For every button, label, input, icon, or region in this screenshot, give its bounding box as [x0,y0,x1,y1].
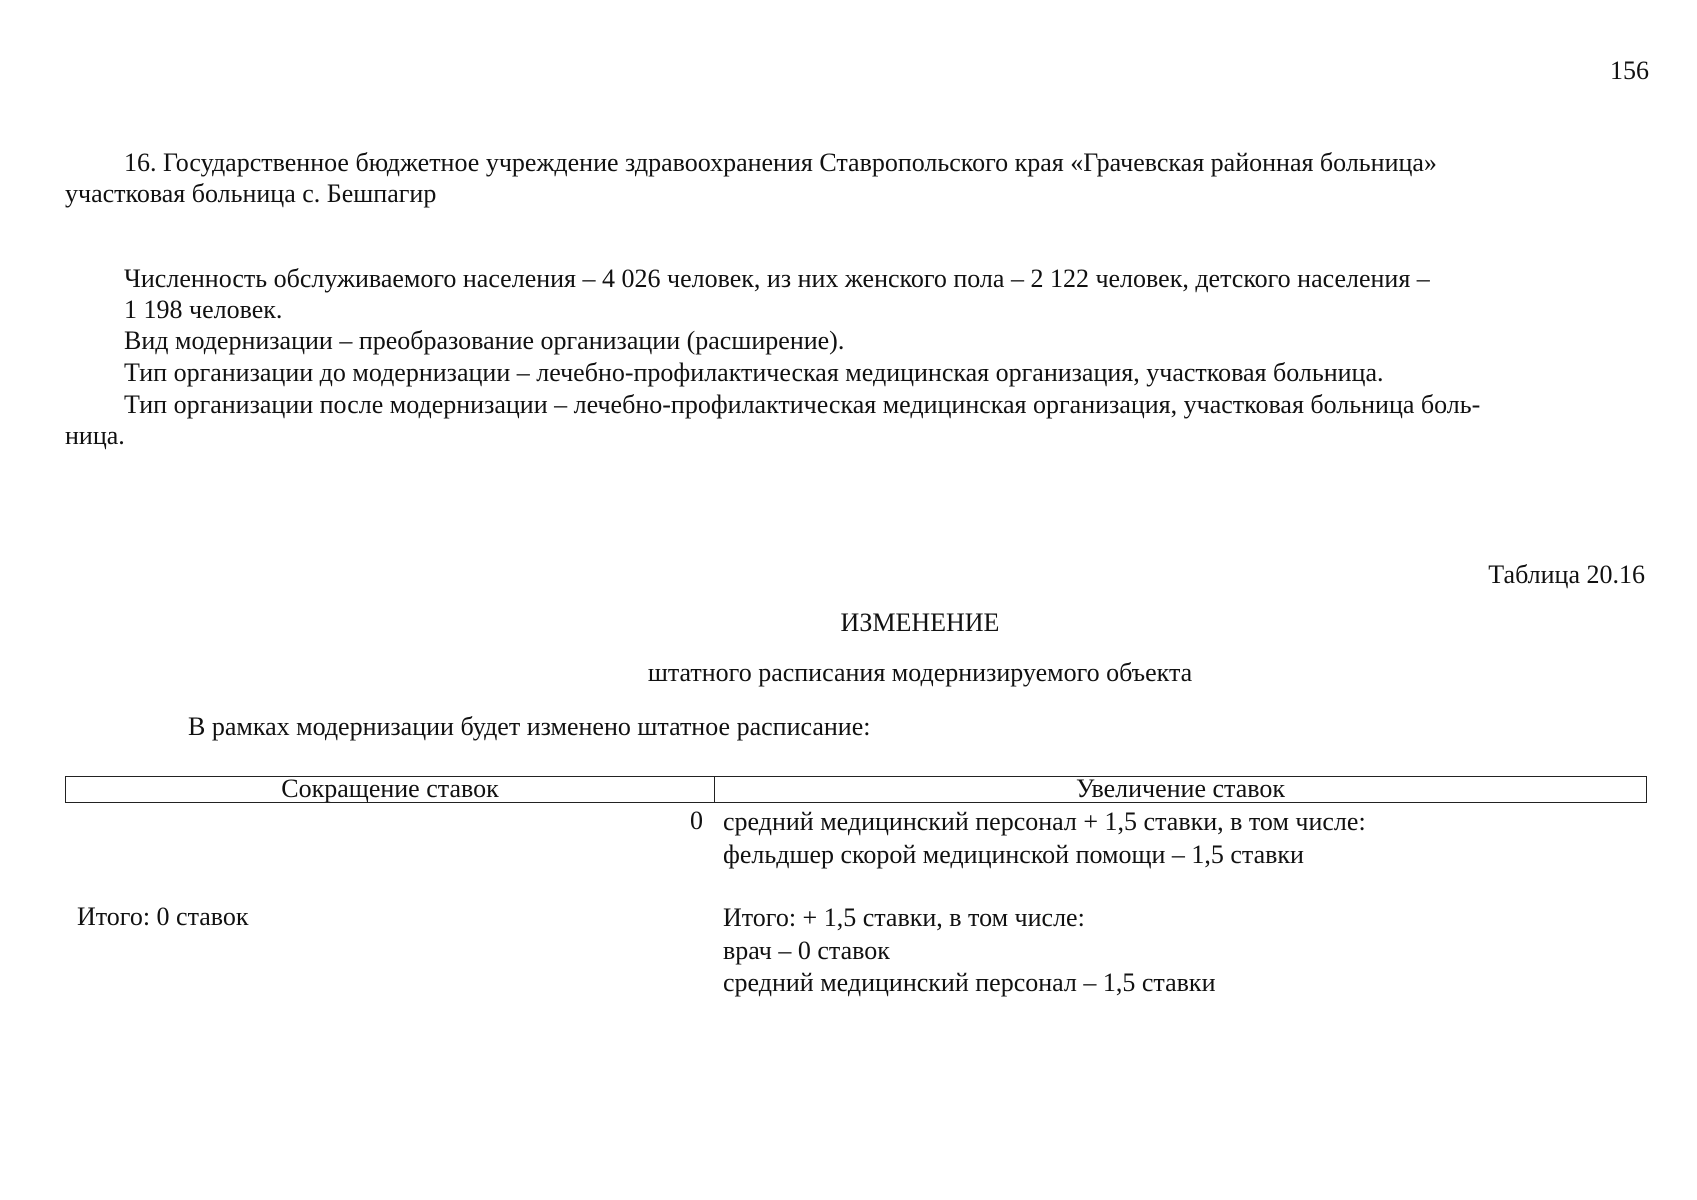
increase-total-line: врач – 0 ставок [723,935,890,965]
intro-text: В рамках модернизации будет изменено штатное расписание: [188,712,871,741]
reduction-value: 0 [690,806,703,835]
table-caption: Таблица 20.16 [1488,560,1645,589]
section-title: ИЗМЕНЕНИЕ [840,608,1000,637]
population-line-2: 1 198 человек. [124,295,283,324]
org-type-after-line-1: Тип организации после модернизации – лечебно-профилактическая медицинская организация, участковая больница боль- [124,390,1481,419]
institution-heading [65,147,1650,209]
population-line-1: Численность обслуживаемого населения – 4 026 человек, из них женского пола – 2 122 человек, детского населения – [124,264,1430,293]
increase-details [723,806,1366,871]
increase-total-line: средний медицинский персонал – 1,5 ставки [723,968,1216,997]
section-subtitle: штатного расписания модернизируемого объекта [647,658,1193,687]
org-type-after-line-2: ница. [65,421,125,450]
modernization-type-text: Вид модернизации – преобразование организации (расширение). [124,326,845,355]
heading-line-2: участковая больница с. Бешпагир [65,179,437,208]
modernization-type-paragraph [65,325,1650,356]
header-reduction: Сокращение ставок [66,777,715,802]
page-number: 156 [1610,56,1649,85]
org-type-after-paragraph [65,389,1650,451]
increase-total [723,902,1215,1000]
population-paragraph [65,263,1650,325]
increase-line: средний медицинский персонал + 1,5 ставки, в том числе: [723,807,1366,836]
table-header [65,776,1647,803]
header-increase: Увеличение ставок [1075,777,1285,802]
heading-line-1: 16. Государственное бюджетное учреждение здравоохранения Ставропольского края «Грачевская районная больница» [124,148,1437,177]
org-type-before-paragraph [65,357,1650,388]
org-type-before-text: Тип организации до модернизации – лечебно-профилактическая медицинская организация, участковая больница. [124,358,1384,387]
reduction-total: Итого: 0 ставок [77,902,249,931]
increase-line: фельдшер скорой медицинской помощи – 1,5 ставки [723,839,1304,869]
increase-total-line: Итого: + 1,5 ставки, в том числе: [723,903,1085,932]
